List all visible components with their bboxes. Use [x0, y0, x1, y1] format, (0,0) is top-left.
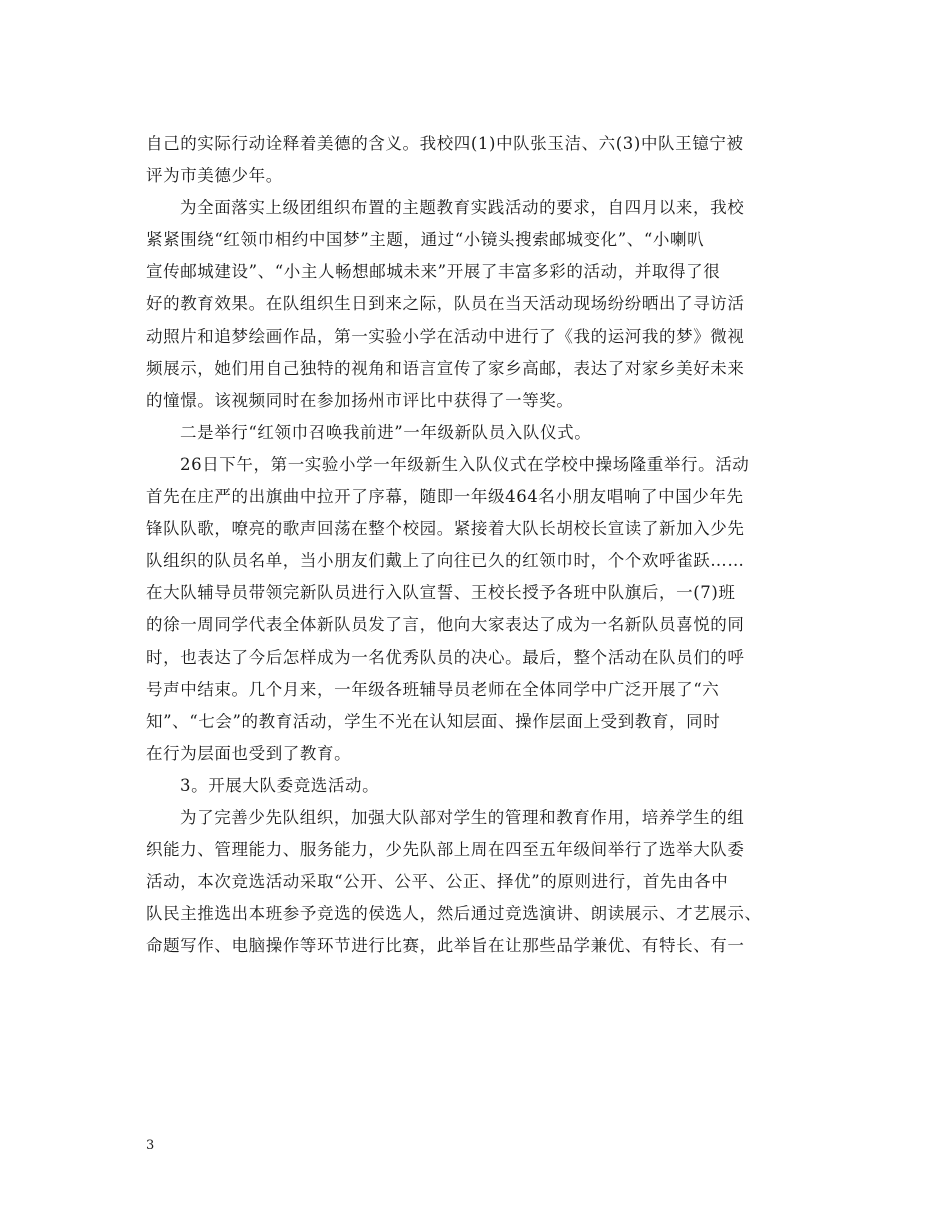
text-line: 队组织的队员名单，当小朋友们戴上了向往已久的红领巾时，个个欢呼雀跃…… — [146, 551, 745, 571]
text-line: 锋队队歌，嘹亮的歌声回荡在整个校园。紧接着大队长胡校长宣读了新加入少先 — [146, 519, 745, 539]
section-heading: 二是举行“红领巾召唤我前进”一年级新队员入队仪式。 — [180, 422, 592, 442]
paragraph-first-line: 26日下午，第一实验小学一年级新生入队仪式在学校中操场隆重举行。活动 — [180, 454, 750, 474]
paragraph-first-line: 为了完善少先队组织，加强大队部对学生的管理和教育作用，培养学生的组 — [180, 807, 745, 827]
text-line: 宣传邮城建设”、“小主人畅想邮城未来”开展了丰富多彩的活动，并取得了很 — [146, 262, 721, 282]
text-line: 的憧憬。该视频同时在参加扬州市评比中获得了一等奖。 — [146, 390, 574, 410]
text-line: 评为市美德少年。 — [146, 166, 283, 186]
text-line: 队民主推选出本班参予竞选的侯选人，然后通过竞选演讲、朗读展示、才艺展示、 — [146, 904, 762, 924]
text-line: 织能力、管理能力、服务能力，少先队部上周在四至五年级间举行了选举大队委 — [146, 840, 745, 860]
text-line: 动照片和追梦绘画作品，第一实验小学在活动中进行了《我的运河我的梦》微视 — [146, 326, 745, 346]
text-line: 频展示，她们用自己独特的视角和语言宣传了家乡高邮，表达了对家乡美好未来 — [146, 358, 745, 378]
text-line: 活动，本次竞选活动采取“公开、公平、公正、择优”的原则进行，首先由各中 — [146, 872, 729, 892]
section-heading: 3。开展大队委竞选活动。 — [180, 775, 380, 795]
text-line: 好的教育效果。在队组织生日到来之际，队员在当天活动现场纷纷晒出了寻访活 — [146, 294, 745, 314]
text-line: 命题写作、电脑操作等环节进行比赛，此举旨在让那些品学兼优、有特长、有一 — [146, 936, 745, 956]
text-line: 的徐一周同学代表全体新队员发了言，他向大家表达了成为一名新队员喜悦的同 — [146, 615, 745, 635]
text-line: 在大队辅导员带领完新队员进行入队宣誓、王校长授予各班中队旗后，一(7)班 — [146, 583, 736, 603]
paragraph-first-line: 为全面落实上级团组织布置的主题教育实践活动的要求，自四月以来，我校 — [180, 198, 745, 218]
text-line: 在行为层面也受到了教育。 — [146, 743, 352, 763]
text-line: 首先在庄严的出旗曲中拉开了序幕，随即一年级464名小朋友唱响了中国少年先 — [146, 487, 744, 507]
page-number: 3 — [146, 1138, 155, 1153]
body-text — [146, 128, 814, 962]
text-line: 知”、“七会”的教育活动，学生不光在认知层面、操作层面上受到教育，同时 — [146, 711, 721, 731]
text-line: 自己的实际行动诠释着美德的含义。我校四(1)中队张玉洁、六(3)中队王镱宁被 — [146, 134, 744, 153]
text-line: 号声中结束。几个月来，一年级各班辅导员老师在全体同学中广泛开展了“六 — [146, 679, 720, 699]
text-line: 紧紧围绕“红领巾相约中国梦”主题，通过“小镜头搜索邮城变化”、“小喇叭 — [146, 230, 705, 250]
text-line: 时，也表达了今后怎样成为一名优秀队员的决心。最后，整个活动在队员们的呼 — [146, 647, 745, 667]
